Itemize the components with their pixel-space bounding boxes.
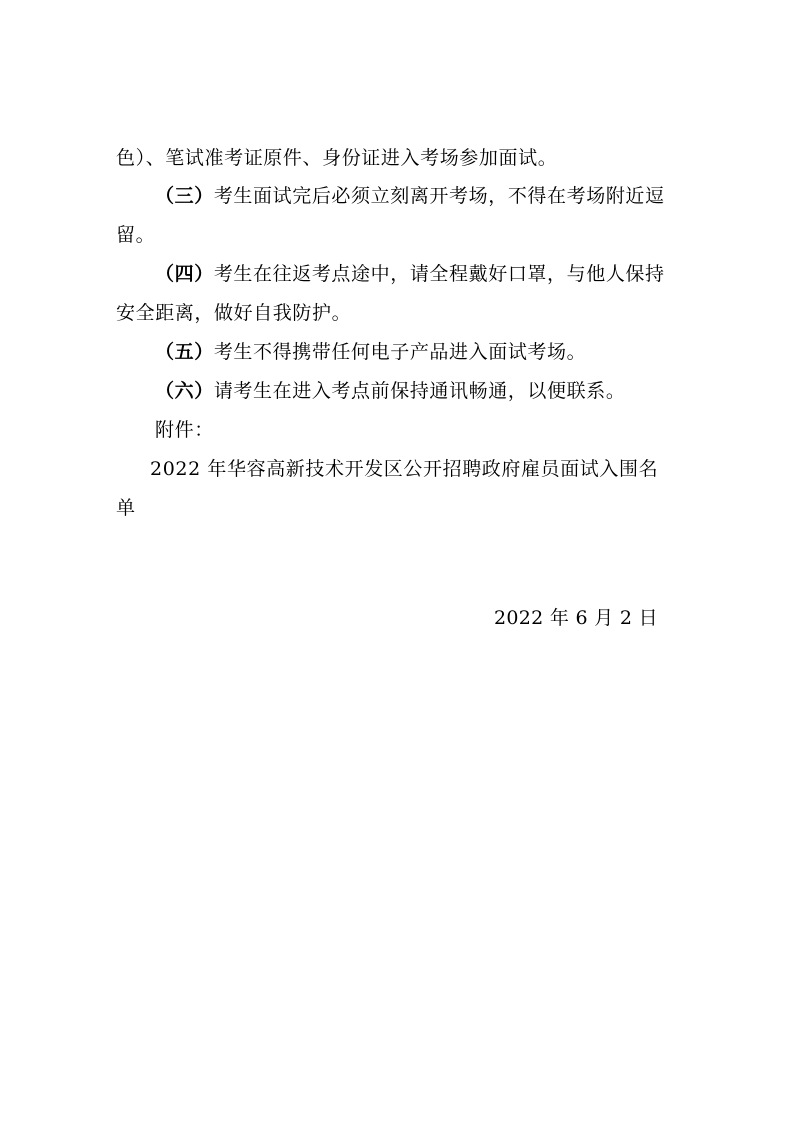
paragraph-5-line-1 bbox=[155, 340, 586, 364]
paragraph-3-line-1 bbox=[155, 184, 665, 208]
paragraph-4-line-2: 安全距离，做好自我防护。 bbox=[116, 302, 352, 324]
paragraph-2-continuation: 色）、笔试准考证原件、身份证进入考场参加面试。 bbox=[116, 147, 558, 169]
item-number-5: （五） bbox=[155, 341, 214, 363]
attachment-label: 附件： bbox=[155, 419, 214, 441]
paragraph-5-text: 考生不得携带任何电子产品进入面试考场。 bbox=[213, 341, 587, 363]
paragraph-3-text: 考生面试完后必须立刻离开考场，不得在考场附近逗 bbox=[213, 185, 665, 207]
attachment-title-line-1: 2022 年华容高新技术开发区公开招聘政府雇员面试入围名 bbox=[150, 458, 659, 480]
paragraph-3-line-2: 留。 bbox=[116, 224, 156, 246]
attachment-title-line-2: 单 bbox=[116, 497, 136, 519]
document-date: 2022 年 6 月 2 日 bbox=[494, 607, 658, 629]
paragraph-6-text: 请考生在进入考点前保持通讯畅通，以便联系。 bbox=[213, 380, 626, 402]
item-number-4: （四） bbox=[155, 263, 214, 285]
paragraph-6-line-1 bbox=[155, 379, 625, 403]
paragraph-4-line-1 bbox=[155, 262, 665, 286]
item-number-6: （六） bbox=[155, 380, 214, 402]
item-number-3: （三） bbox=[155, 185, 214, 207]
paragraph-4-text: 考生在往返考点途中，请全程戴好口罩，与他人保持 bbox=[213, 263, 665, 285]
